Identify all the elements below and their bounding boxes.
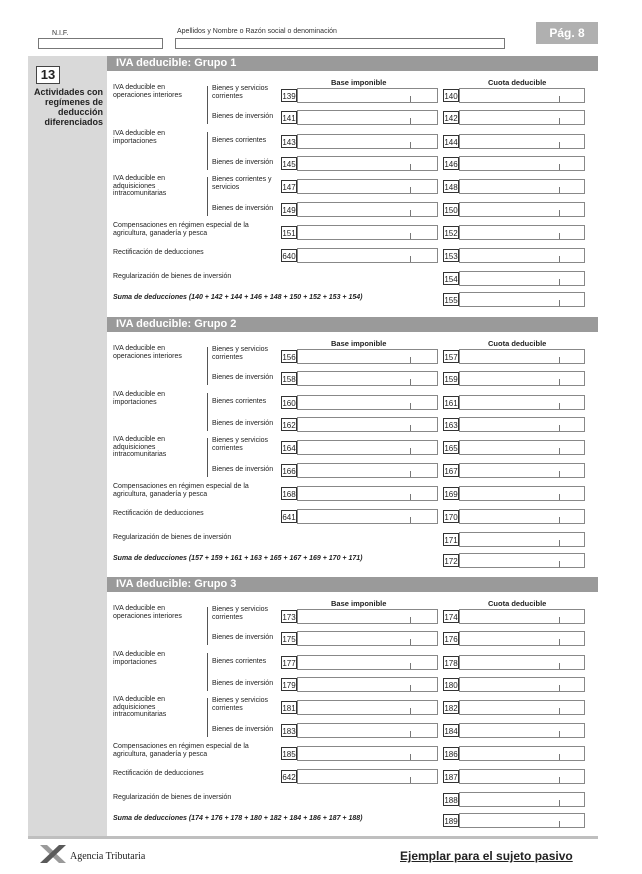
row-label: Compensaciones en régimen especial de la agricultura, ganadería y pesca [113, 222, 249, 237]
decimal-tick [559, 540, 560, 546]
decimal-tick [410, 708, 411, 714]
decimal-tick [559, 685, 560, 691]
decimal-tick [410, 617, 411, 623]
cuota-input[interactable] [459, 769, 585, 784]
cuota-input[interactable] [459, 440, 585, 455]
cuota-input[interactable] [459, 371, 585, 386]
row-label: IVA deducible en adquisiciones intracomunitarias [113, 175, 167, 197]
base-code: 151 [281, 226, 297, 239]
sub-label: Bienes de inversión [212, 634, 274, 641]
cuota-code: 169 [443, 487, 459, 500]
base-input[interactable] [297, 655, 438, 670]
base-code: 141 [281, 111, 297, 124]
base-input[interactable] [297, 248, 438, 263]
base-code: 143 [281, 135, 297, 148]
cuota-input[interactable] [459, 349, 585, 364]
section-title: Actividades con regímenes de deducción diferenciados [33, 87, 103, 127]
base-code: 183 [281, 724, 297, 737]
decimal-tick [559, 233, 560, 239]
group-header: IVA deducible: Grupo 2 [107, 317, 598, 332]
cuota-input[interactable] [459, 746, 585, 761]
cuota-input[interactable] [459, 395, 585, 410]
decimal-tick [410, 233, 411, 239]
decimal-tick [559, 777, 560, 783]
base-input[interactable] [297, 440, 438, 455]
cuota-input[interactable] [459, 271, 585, 286]
group-brace [207, 347, 210, 385]
base-input[interactable] [297, 110, 438, 125]
cuota-input[interactable] [459, 156, 585, 171]
decimal-tick [559, 379, 560, 385]
base-input[interactable] [297, 225, 438, 240]
sum-label: Suma de deducciones (157 + 159 + 161 + 163 + 165 + 167 + 169 + 170 + 171) [113, 555, 363, 562]
base-code: 149 [281, 203, 297, 216]
base-input[interactable] [297, 769, 438, 784]
base-code: 164 [281, 441, 297, 454]
cuota-code: 152 [443, 226, 459, 239]
base-code: 173 [281, 610, 297, 623]
base-code: 145 [281, 157, 297, 170]
page-number: Pág. 8 [536, 22, 598, 44]
group-brace [207, 698, 210, 737]
cuota-input[interactable] [459, 292, 585, 307]
decimal-tick [410, 663, 411, 669]
row-label: Rectificación de deducciones [113, 249, 204, 256]
cuota-code: 161 [443, 396, 459, 409]
decimal-tick [410, 448, 411, 454]
row-label: IVA deducible en adquisiciones intracomunitarias [113, 696, 167, 718]
column-header-cuota: Cuota deducible [488, 339, 547, 348]
decimal-tick [559, 561, 560, 567]
decimal-tick [559, 754, 560, 760]
cuota-code: 150 [443, 203, 459, 216]
cuota-input[interactable] [459, 509, 585, 524]
row-label: Rectificación de deducciones [113, 510, 204, 517]
cuota-code: 180 [443, 678, 459, 691]
sub-label: Bienes y servicios corrientes [212, 606, 269, 621]
group-brace [207, 393, 210, 431]
row-label: Rectificación de deducciones [113, 770, 204, 777]
cuota-code: 184 [443, 724, 459, 737]
group-brace [207, 177, 210, 216]
decimal-tick [559, 448, 560, 454]
decimal-tick [559, 279, 560, 285]
sum-label: Suma de deducciones (140 + 142 + 144 + 146 + 148 + 150 + 152 + 153 + 154) [113, 294, 363, 301]
decimal-tick [559, 617, 560, 623]
sub-label: Bienes y servicios corrientes [212, 346, 269, 361]
column-header-base: Base imponible [331, 599, 387, 608]
cuota-code: 188 [443, 793, 459, 806]
cuota-code: 142 [443, 111, 459, 124]
base-code: 175 [281, 632, 297, 645]
cuota-code: 159 [443, 372, 459, 385]
cuota-code: 144 [443, 135, 459, 148]
decimal-tick [410, 256, 411, 262]
decimal-tick [410, 754, 411, 760]
sub-label: Bienes de inversión [212, 159, 274, 166]
name-field[interactable] [175, 38, 505, 49]
decimal-tick [559, 357, 560, 363]
column-header-cuota: Cuota deducible [488, 599, 547, 608]
sub-label: Bienes de inversión [212, 113, 274, 120]
cuota-code: 163 [443, 418, 459, 431]
agency-name: Agencia Tributaria [70, 851, 146, 862]
decimal-tick [559, 403, 560, 409]
base-input[interactable] [297, 349, 438, 364]
cuota-code: 165 [443, 441, 459, 454]
cuota-input[interactable] [459, 225, 585, 240]
cuota-code: 178 [443, 656, 459, 669]
base-input[interactable] [297, 179, 438, 194]
column-header-base: Base imponible [331, 78, 387, 87]
base-code: 179 [281, 678, 297, 691]
row-label: Compensaciones en régimen especial de la agricultura, ganadería y pesca [113, 743, 249, 758]
base-input[interactable] [297, 134, 438, 149]
decimal-tick [410, 425, 411, 431]
decimal-tick [559, 96, 560, 102]
cuota-input[interactable] [459, 532, 585, 547]
decimal-tick [410, 777, 411, 783]
decimal-tick [410, 403, 411, 409]
cuota-input[interactable] [459, 202, 585, 217]
base-input[interactable] [297, 609, 438, 624]
group-brace [207, 653, 210, 691]
base-input[interactable] [297, 677, 438, 692]
cuota-input[interactable] [459, 134, 585, 149]
decimal-tick [410, 731, 411, 737]
base-input[interactable] [297, 395, 438, 410]
base-code: 166 [281, 464, 297, 477]
sum-label: Suma de deducciones (174 + 176 + 178 + 180 + 182 + 184 + 186 + 187 + 188) [113, 815, 363, 822]
row-label: IVA deducible en operaciones interiores [113, 84, 182, 99]
decimal-tick [559, 210, 560, 216]
decimal-tick [410, 471, 411, 477]
decimal-tick [410, 187, 411, 193]
decimal-tick [410, 379, 411, 385]
base-code: 147 [281, 180, 297, 193]
cuota-code: 186 [443, 747, 459, 760]
decimal-tick [559, 164, 560, 170]
agency-logo-icon [38, 843, 68, 865]
sub-label: Bienes de inversión [212, 374, 274, 381]
decimal-tick [559, 821, 560, 827]
base-input[interactable] [297, 156, 438, 171]
sub-label: Bienes corrientes [212, 658, 267, 665]
base-input[interactable] [297, 631, 438, 646]
base-input[interactable] [297, 486, 438, 501]
cuota-code: 172 [443, 554, 459, 567]
base-code: 158 [281, 372, 297, 385]
cuota-code: 176 [443, 632, 459, 645]
decimal-tick [559, 663, 560, 669]
decimal-tick [410, 494, 411, 500]
group-brace [207, 438, 210, 477]
decimal-tick [410, 685, 411, 691]
cuota-code: 170 [443, 510, 459, 523]
base-input[interactable] [297, 509, 438, 524]
row-label: IVA deducible en operaciones interiores [113, 605, 182, 620]
base-input[interactable] [297, 463, 438, 478]
cuota-input[interactable] [459, 609, 585, 624]
decimal-tick [559, 800, 560, 806]
cuota-input[interactable] [459, 655, 585, 670]
base-input[interactable] [297, 417, 438, 432]
base-code: 642 [281, 770, 297, 783]
decimal-tick [559, 517, 560, 523]
cuota-input[interactable] [459, 677, 585, 692]
row-label: IVA deducible en importaciones [113, 130, 166, 145]
group-header: IVA deducible: Grupo 1 [107, 56, 598, 71]
cuota-input[interactable] [459, 417, 585, 432]
decimal-tick [410, 210, 411, 216]
decimal-tick [410, 164, 411, 170]
base-code: 640 [281, 249, 297, 262]
cuota-code: 174 [443, 610, 459, 623]
section-sidebar [28, 56, 107, 836]
base-input[interactable] [297, 202, 438, 217]
base-code: 177 [281, 656, 297, 669]
cuota-input[interactable] [459, 792, 585, 807]
cuota-input[interactable] [459, 110, 585, 125]
footer-divider [28, 836, 598, 839]
decimal-tick [559, 256, 560, 262]
decimal-tick [410, 96, 411, 102]
row-label: IVA deducible en importaciones [113, 651, 166, 666]
cuota-input[interactable] [459, 723, 585, 738]
cuota-input[interactable] [459, 463, 585, 478]
group-brace [207, 86, 210, 124]
decimal-tick [559, 731, 560, 737]
cuota-code: 148 [443, 180, 459, 193]
row-label: Regularización de bienes de inversión [113, 794, 232, 801]
group-header: IVA deducible: Grupo 3 [107, 577, 598, 592]
cuota-input[interactable] [459, 179, 585, 194]
sub-label: Bienes y servicios corrientes [212, 437, 269, 452]
decimal-tick [559, 708, 560, 714]
base-code: 162 [281, 418, 297, 431]
decimal-tick [559, 142, 560, 148]
cuota-input[interactable] [459, 486, 585, 501]
sub-label: Bienes corrientes [212, 137, 267, 144]
decimal-tick [559, 187, 560, 193]
cuota-code: 146 [443, 157, 459, 170]
row-label: IVA deducible en importaciones [113, 391, 166, 406]
copy-label: Ejemplar para el sujeto pasivo [400, 849, 573, 863]
decimal-tick [410, 517, 411, 523]
base-code: 185 [281, 747, 297, 760]
row-label: Regularización de bienes de inversión [113, 534, 232, 541]
decimal-tick [559, 471, 560, 477]
base-code: 139 [281, 89, 297, 102]
cuota-input[interactable] [459, 631, 585, 646]
cuota-code: 140 [443, 89, 459, 102]
sub-label: Bienes corrientes y servicios [212, 176, 272, 191]
decimal-tick [559, 118, 560, 124]
cuota-code: 182 [443, 701, 459, 714]
column-header-base: Base imponible [331, 339, 387, 348]
decimal-tick [559, 425, 560, 431]
decimal-tick [410, 118, 411, 124]
cuota-code: 154 [443, 272, 459, 285]
decimal-tick [559, 494, 560, 500]
cuota-code: 187 [443, 770, 459, 783]
cuota-input[interactable] [459, 700, 585, 715]
base-code: 156 [281, 350, 297, 363]
cuota-input[interactable] [459, 88, 585, 103]
sub-label: Bienes de inversión [212, 420, 274, 427]
base-code: 168 [281, 487, 297, 500]
nif-field[interactable] [38, 38, 163, 49]
cuota-code: 189 [443, 814, 459, 827]
base-code: 641 [281, 510, 297, 523]
row-label: Regularización de bienes de inversión [113, 273, 232, 280]
sub-label: Bienes de inversión [212, 466, 274, 473]
cuota-code: 155 [443, 293, 459, 306]
base-input[interactable] [297, 88, 438, 103]
base-input[interactable] [297, 746, 438, 761]
sub-label: Bienes de inversión [212, 680, 274, 687]
cuota-input[interactable] [459, 813, 585, 828]
name-label: Apellidos y Nombre o Razón social o denominación [177, 28, 337, 35]
decimal-tick [410, 639, 411, 645]
decimal-tick [559, 639, 560, 645]
sub-label: Bienes y servicios corrientes [212, 697, 269, 712]
decimal-tick [410, 142, 411, 148]
base-code: 181 [281, 701, 297, 714]
decimal-tick [410, 357, 411, 363]
base-input[interactable] [297, 371, 438, 386]
sub-label: Bienes y servicios corrientes [212, 85, 269, 100]
base-input[interactable] [297, 700, 438, 715]
sub-label: Bienes de inversión [212, 205, 274, 212]
row-label: IVA deducible en operaciones interiores [113, 345, 182, 360]
cuota-code: 171 [443, 533, 459, 546]
cuota-code: 153 [443, 249, 459, 262]
base-code: 160 [281, 396, 297, 409]
row-label: Compensaciones en régimen especial de la agricultura, ganadería y pesca [113, 483, 249, 498]
cuota-code: 157 [443, 350, 459, 363]
group-brace [207, 607, 210, 645]
base-input[interactable] [297, 723, 438, 738]
row-label: IVA deducible en adquisiciones intracomunitarias [113, 436, 167, 458]
cuota-input[interactable] [459, 248, 585, 263]
sub-label: Bienes de inversión [212, 726, 274, 733]
nif-label: N.I.F. [52, 30, 69, 37]
cuota-input[interactable] [459, 553, 585, 568]
section-number: 13 [36, 66, 60, 84]
decimal-tick [559, 300, 560, 306]
cuota-code: 167 [443, 464, 459, 477]
group-brace [207, 132, 210, 170]
column-header-cuota: Cuota deducible [488, 78, 547, 87]
sub-label: Bienes corrientes [212, 398, 267, 405]
